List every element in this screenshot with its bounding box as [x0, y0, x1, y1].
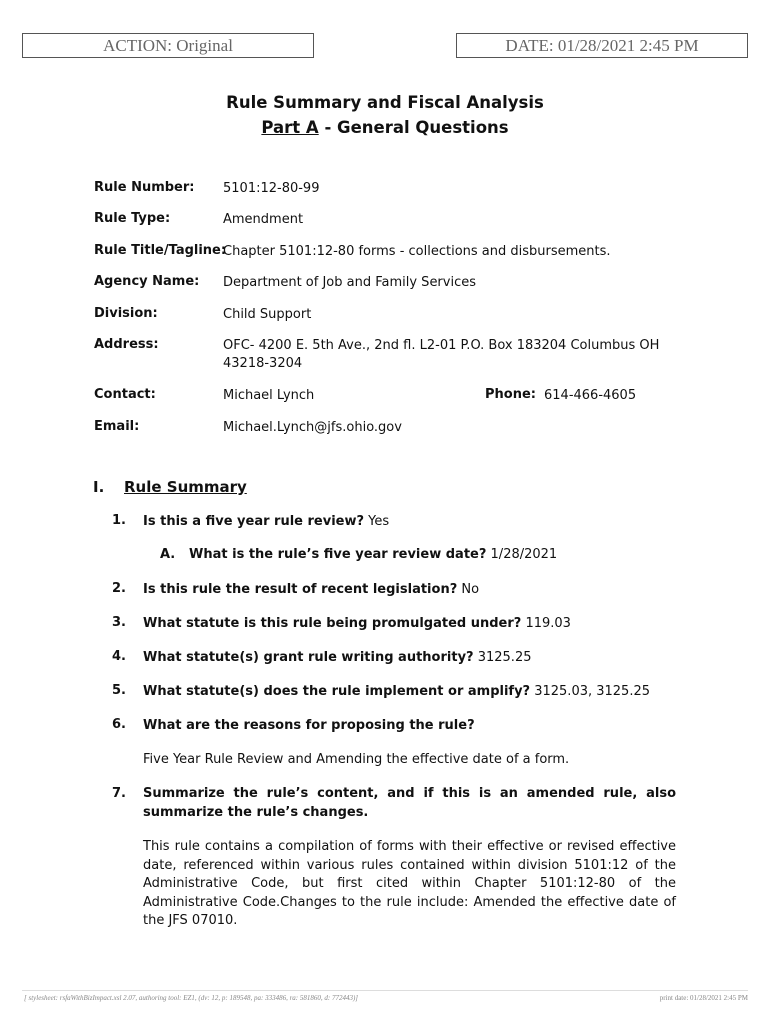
part-rest: - General Questions: [318, 118, 509, 137]
question-2: [143, 581, 479, 599]
agency-value: Department of Job and Family Services: [223, 275, 477, 290]
question-5-number: 5.: [112, 683, 126, 698]
email-label: Email:: [94, 419, 140, 434]
action-header-box: [22, 33, 314, 58]
address-label: Address:: [94, 337, 159, 352]
question-1: [143, 513, 389, 531]
question-4-number: 4.: [112, 649, 126, 664]
date-header-box: [456, 33, 748, 58]
rule-type-label: Rule Type:: [94, 211, 171, 226]
question-7-answer: This rule contains a compilation of forms with their effective or revised effective date, referenced within various rules contained within division 5101:12 of the Administrative Code, but first cited within Chapter 5101:12-80 of the Administrative Code.Changes to the rule include: Amended the effective date of the JFS 07010.: [143, 839, 676, 928]
question-1a-number: A.: [160, 547, 176, 562]
question-2-text: Is this rule the result of recent legislation?: [143, 582, 458, 597]
email-value: Michael.Lynch@jfs.ohio.gov: [223, 420, 402, 435]
question-7-number: 7.: [112, 786, 126, 801]
question-4-answer: 3125.25: [473, 650, 532, 665]
rule-title-label: Rule Title/Tagline:: [94, 243, 227, 258]
question-2-number: 2.: [112, 581, 126, 596]
footer-print-date: print date: 01/28/2021 2:45 PM: [659, 994, 748, 1002]
question-1-text: Is this a five year rule review?: [143, 514, 365, 529]
footer-divider: [22, 990, 748, 991]
phone-label: Phone:: [485, 387, 536, 402]
question-3-text: What statute is this rule being promulgated under?: [143, 616, 522, 631]
section-title: Rule Summary: [124, 478, 247, 496]
contact-value: Michael Lynch: [223, 388, 315, 403]
question-2-answer: No: [457, 582, 480, 597]
document-subtitle: [0, 118, 770, 137]
question-1a: [189, 547, 557, 562]
phone-value: 614-466-4605: [544, 388, 637, 403]
rule-type-value: Amendment: [223, 212, 304, 227]
question-5-text: What statute(s) does the rule implement or amplify?: [143, 684, 531, 699]
question-3-number: 3.: [112, 615, 126, 630]
date-label: DATE: 01/28/2021 2:45 PM: [505, 36, 699, 55]
document-title: Rule Summary and Fiscal Analysis: [226, 93, 544, 112]
action-label: ACTION: Original: [103, 36, 233, 55]
question-5: [143, 683, 650, 701]
question-6: [143, 717, 475, 735]
question-6-number: 6.: [112, 717, 126, 732]
contact-label: Contact:: [94, 387, 156, 402]
question-1a-answer: 1/28/2021: [486, 547, 558, 562]
section-number: I.: [93, 478, 105, 496]
address-line-2: 43218-3204: [223, 356, 303, 371]
question-1-number: 1.: [112, 513, 126, 528]
part-label: Part A: [261, 118, 319, 137]
footer-stylesheet-info: [ stylesheet: rsfaWithBizImpact.xsl 2.07, authoring tool: EZ1, (dv: 12, p: 189548, pa: 333486, ra: 581860, d: 772443)]: [24, 994, 359, 1002]
question-6-text: What are the reasons for proposing the rule?: [143, 718, 475, 733]
division-value: Child Support: [223, 307, 312, 322]
rule-number-value: 5101:12-80-99: [223, 181, 320, 196]
rule-number-label: Rule Number:: [94, 180, 195, 195]
question-1-answer: Yes: [364, 514, 390, 529]
question-5-answer: 3125.03, 3125.25: [530, 684, 651, 699]
question-7-text: Summarize the rule’s content, and if this is an amended rule, also summarize the rule’s changes.: [143, 786, 676, 820]
question-3: [143, 615, 571, 633]
question-6-answer: Five Year Rule Review and Amending the effective date of a form.: [143, 752, 570, 767]
division-label: Division:: [94, 306, 158, 321]
question-3-answer: 119.03: [521, 616, 571, 631]
question-4-text: What statute(s) grant rule writing authority?: [143, 650, 474, 665]
question-1a-text: What is the rule’s five year review date?: [189, 547, 487, 562]
address-line-1: OFC- 4200 E. 5th Ave., 2nd fl. L2-01 P.O. Box 183204 Columbus OH: [223, 338, 660, 353]
question-4: [143, 649, 531, 667]
agency-label: Agency Name:: [94, 274, 200, 289]
rule-title-value: Chapter 5101:12-80 forms - collections and disbursements.: [223, 244, 611, 259]
